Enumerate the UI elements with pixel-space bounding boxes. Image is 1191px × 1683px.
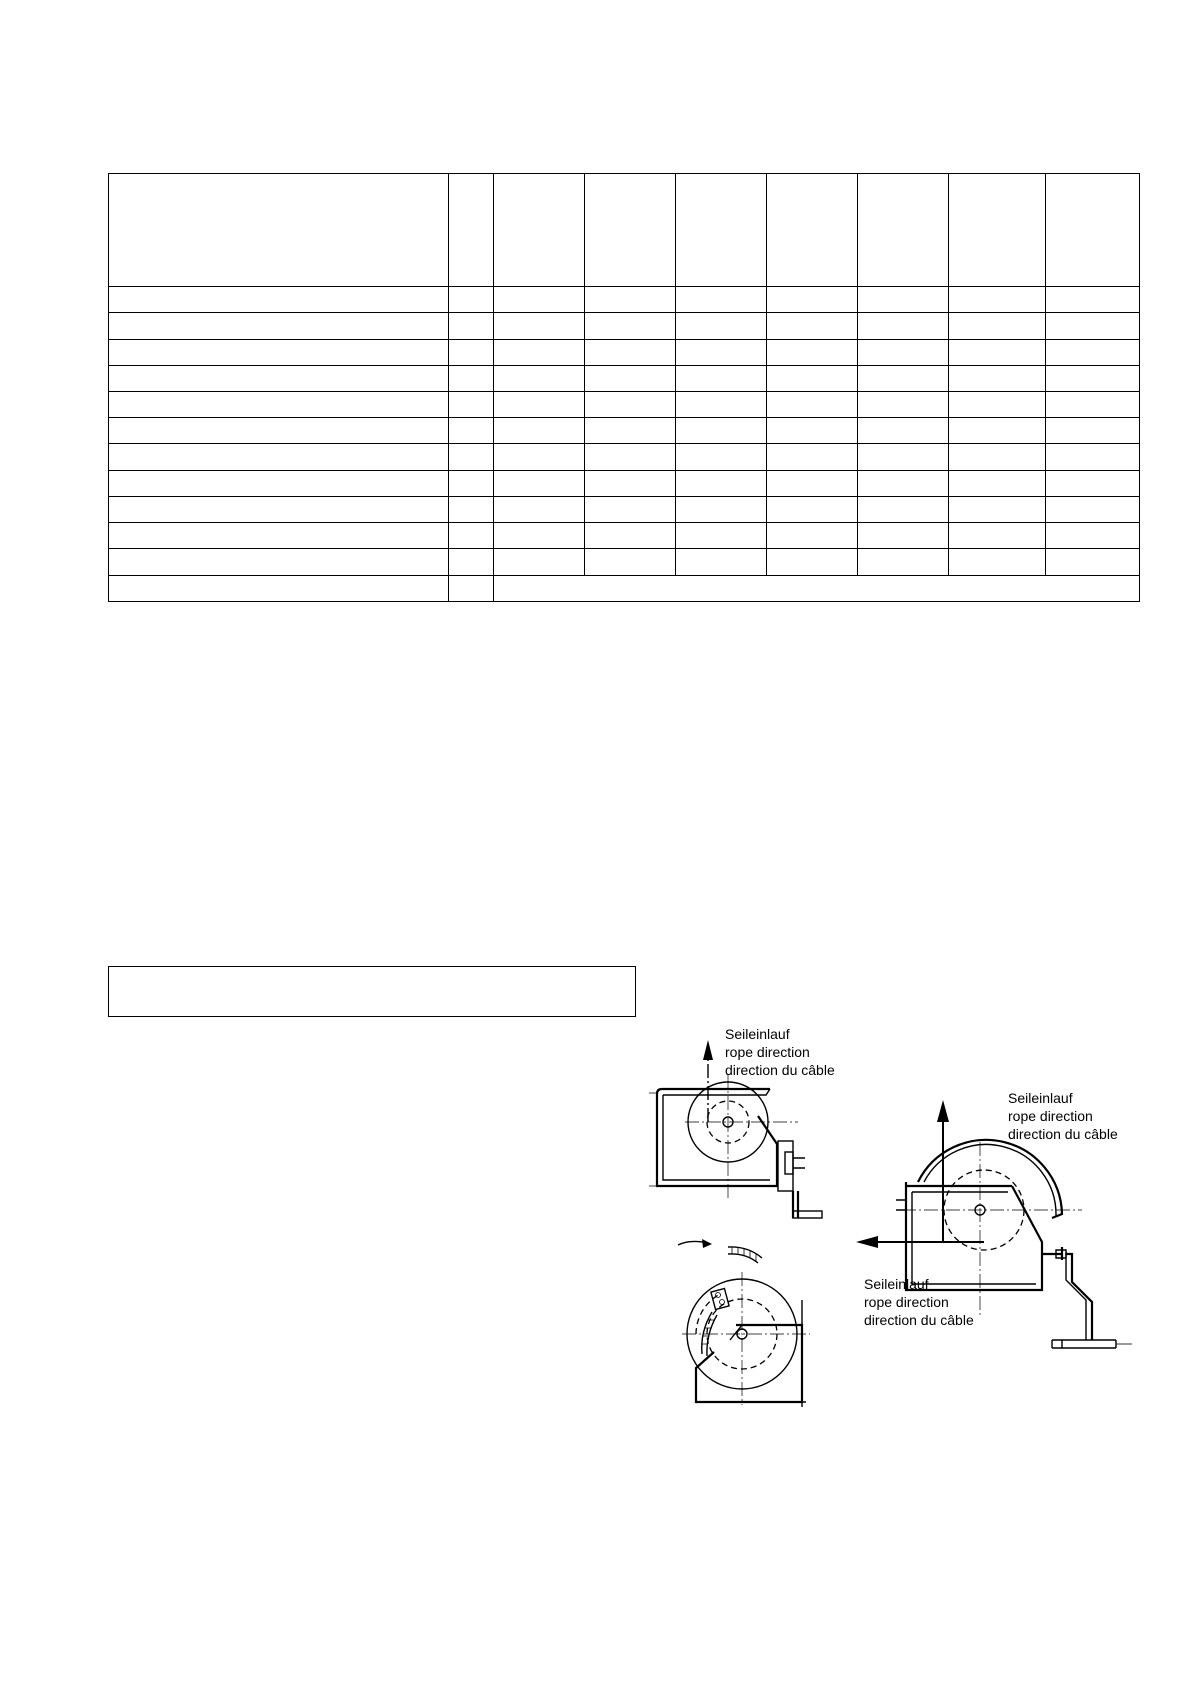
table-header-cell	[767, 174, 858, 287]
winch-front-view-drawing	[676, 1232, 826, 1407]
table-row	[109, 523, 1140, 549]
table-cell	[449, 418, 494, 444]
table-cell	[1046, 549, 1140, 575]
table-cell	[767, 549, 858, 575]
table-cell	[1046, 444, 1140, 470]
table-cell	[109, 339, 449, 365]
table-cell	[109, 313, 449, 339]
table-cell	[949, 496, 1046, 522]
table-cell	[585, 444, 676, 470]
table-cell	[1046, 365, 1140, 391]
table-cell	[494, 575, 1140, 601]
table-cell	[676, 418, 767, 444]
spec-table	[108, 173, 1140, 602]
rope-direction-top-label-de: Seileinlauf	[1008, 1090, 1073, 1106]
table-cell	[494, 339, 585, 365]
table-cell	[1046, 470, 1140, 496]
table-cell	[767, 365, 858, 391]
table-cell	[494, 418, 585, 444]
table-cell	[676, 391, 767, 417]
table-header-cell	[109, 174, 449, 287]
table-row	[109, 287, 1140, 313]
table-cell	[676, 365, 767, 391]
table-cell	[449, 339, 494, 365]
table-row	[109, 365, 1140, 391]
table-cell	[109, 418, 449, 444]
rope-band	[728, 1247, 762, 1263]
table-cell	[494, 496, 585, 522]
table-cell	[585, 391, 676, 417]
table-cell	[449, 365, 494, 391]
table-cell	[767, 339, 858, 365]
table-cell	[585, 313, 676, 339]
table-cell	[494, 523, 585, 549]
table-cell	[949, 365, 1046, 391]
table-header-cell	[949, 174, 1046, 287]
table-cell	[494, 470, 585, 496]
table-cell	[676, 496, 767, 522]
table-cell	[676, 470, 767, 496]
table-cell	[949, 287, 1046, 313]
winch-rotated-view-figure	[852, 1082, 1142, 1362]
table-cell	[858, 391, 949, 417]
housing-outline	[696, 1325, 802, 1402]
table-cell	[949, 391, 1046, 417]
table-header-cell	[1046, 174, 1140, 287]
table-cell	[585, 523, 676, 549]
table-cell	[109, 523, 449, 549]
table-cell	[767, 444, 858, 470]
table-cell	[949, 339, 1046, 365]
table-cell	[767, 496, 858, 522]
table-cell	[1046, 523, 1140, 549]
table-cell	[449, 313, 494, 339]
winch-side-view-figure	[640, 1018, 855, 1233]
table-cell	[494, 391, 585, 417]
table-cell	[449, 444, 494, 470]
table-cell	[585, 365, 676, 391]
table-cell	[949, 470, 1046, 496]
table-cell	[109, 365, 449, 391]
table-cell	[585, 418, 676, 444]
table-cell	[1046, 287, 1140, 313]
table-cell	[109, 391, 449, 417]
table-row	[109, 391, 1140, 417]
table-cell	[109, 496, 449, 522]
table-header-cell	[449, 174, 494, 287]
table-cell	[585, 549, 676, 575]
note-box	[108, 966, 636, 1017]
rope-direction-arrowhead	[703, 1040, 713, 1060]
table-cell	[1046, 391, 1140, 417]
crank-handle	[1052, 1340, 1116, 1348]
table-cell	[676, 339, 767, 365]
table-cell	[449, 523, 494, 549]
table-cell	[767, 418, 858, 444]
table-cell	[1046, 313, 1140, 339]
housing-outline	[906, 1182, 1042, 1290]
table-cell	[109, 575, 449, 601]
table-cell	[449, 470, 494, 496]
table-row	[109, 339, 1140, 365]
table-cell	[676, 313, 767, 339]
table-row	[109, 444, 1140, 470]
table-header-cell	[585, 174, 676, 287]
table-cell	[949, 523, 1046, 549]
table-cell	[949, 418, 1046, 444]
table-cell	[676, 523, 767, 549]
rope-direction-bottom-label-de: Seileinlauf	[864, 1276, 929, 1292]
table-cell	[858, 365, 949, 391]
table-cell	[585, 470, 676, 496]
table-cell	[767, 287, 858, 313]
table-cell	[494, 444, 585, 470]
table-cell	[585, 496, 676, 522]
rope-direction-label-de: Seileinlauf	[725, 1026, 790, 1042]
table-cell	[1046, 418, 1140, 444]
table-cell	[858, 470, 949, 496]
table-header-cell	[494, 174, 585, 287]
table-cell	[767, 391, 858, 417]
table-cell	[109, 549, 449, 575]
table-last-row	[109, 575, 1140, 601]
table-cell	[1046, 339, 1140, 365]
housing-outline	[657, 1089, 777, 1186]
table-cell	[676, 549, 767, 575]
table-cell	[449, 496, 494, 522]
table-row	[109, 418, 1140, 444]
table-cell	[449, 287, 494, 313]
crank-arm	[793, 1191, 798, 1218]
table-row	[109, 496, 1140, 522]
table-cell	[949, 549, 1046, 575]
table-cell	[949, 313, 1046, 339]
table-header-cell	[676, 174, 767, 287]
rope-direction-top-label-fr: direction du câble	[1008, 1126, 1118, 1142]
table-cell	[494, 549, 585, 575]
table-cell	[767, 523, 858, 549]
table-row	[109, 549, 1140, 575]
table-cell	[585, 287, 676, 313]
rope-direction-bottom-label-en: rope direction	[864, 1294, 949, 1310]
rope-direction-label-en: rope direction	[725, 1044, 810, 1060]
table-cell	[858, 523, 949, 549]
rope-drum	[918, 1140, 1062, 1218]
table-row	[109, 313, 1140, 339]
table-cell	[494, 287, 585, 313]
rope-direction-label-fr: direction du câble	[725, 1062, 835, 1078]
table-cell	[858, 418, 949, 444]
table-cell	[858, 313, 949, 339]
table-header-row	[109, 174, 1140, 287]
table-cell	[858, 549, 949, 575]
table-cell	[585, 339, 676, 365]
table-cell	[676, 287, 767, 313]
table-cell	[767, 313, 858, 339]
table-cell	[858, 444, 949, 470]
table-cell	[858, 496, 949, 522]
table-cell	[109, 470, 449, 496]
rope-direction-bottom-label-fr: direction du câble	[864, 1312, 974, 1328]
table-cell	[449, 549, 494, 575]
spec-table-body	[109, 174, 1140, 602]
winch-front-view-figure	[676, 1232, 826, 1407]
table-cell	[949, 444, 1046, 470]
table-row	[109, 470, 1140, 496]
table-cell	[494, 365, 585, 391]
table-cell	[494, 313, 585, 339]
table-cell	[109, 287, 449, 313]
table-cell	[676, 444, 767, 470]
table-cell	[767, 470, 858, 496]
rope-direction-top-label-en: rope direction	[1008, 1108, 1093, 1124]
table-cell	[449, 575, 494, 601]
table-cell	[858, 287, 949, 313]
table-header-cell	[858, 174, 949, 287]
table-cell	[449, 391, 494, 417]
table-cell	[109, 444, 449, 470]
table-cell	[858, 339, 949, 365]
table-cell	[1046, 496, 1140, 522]
